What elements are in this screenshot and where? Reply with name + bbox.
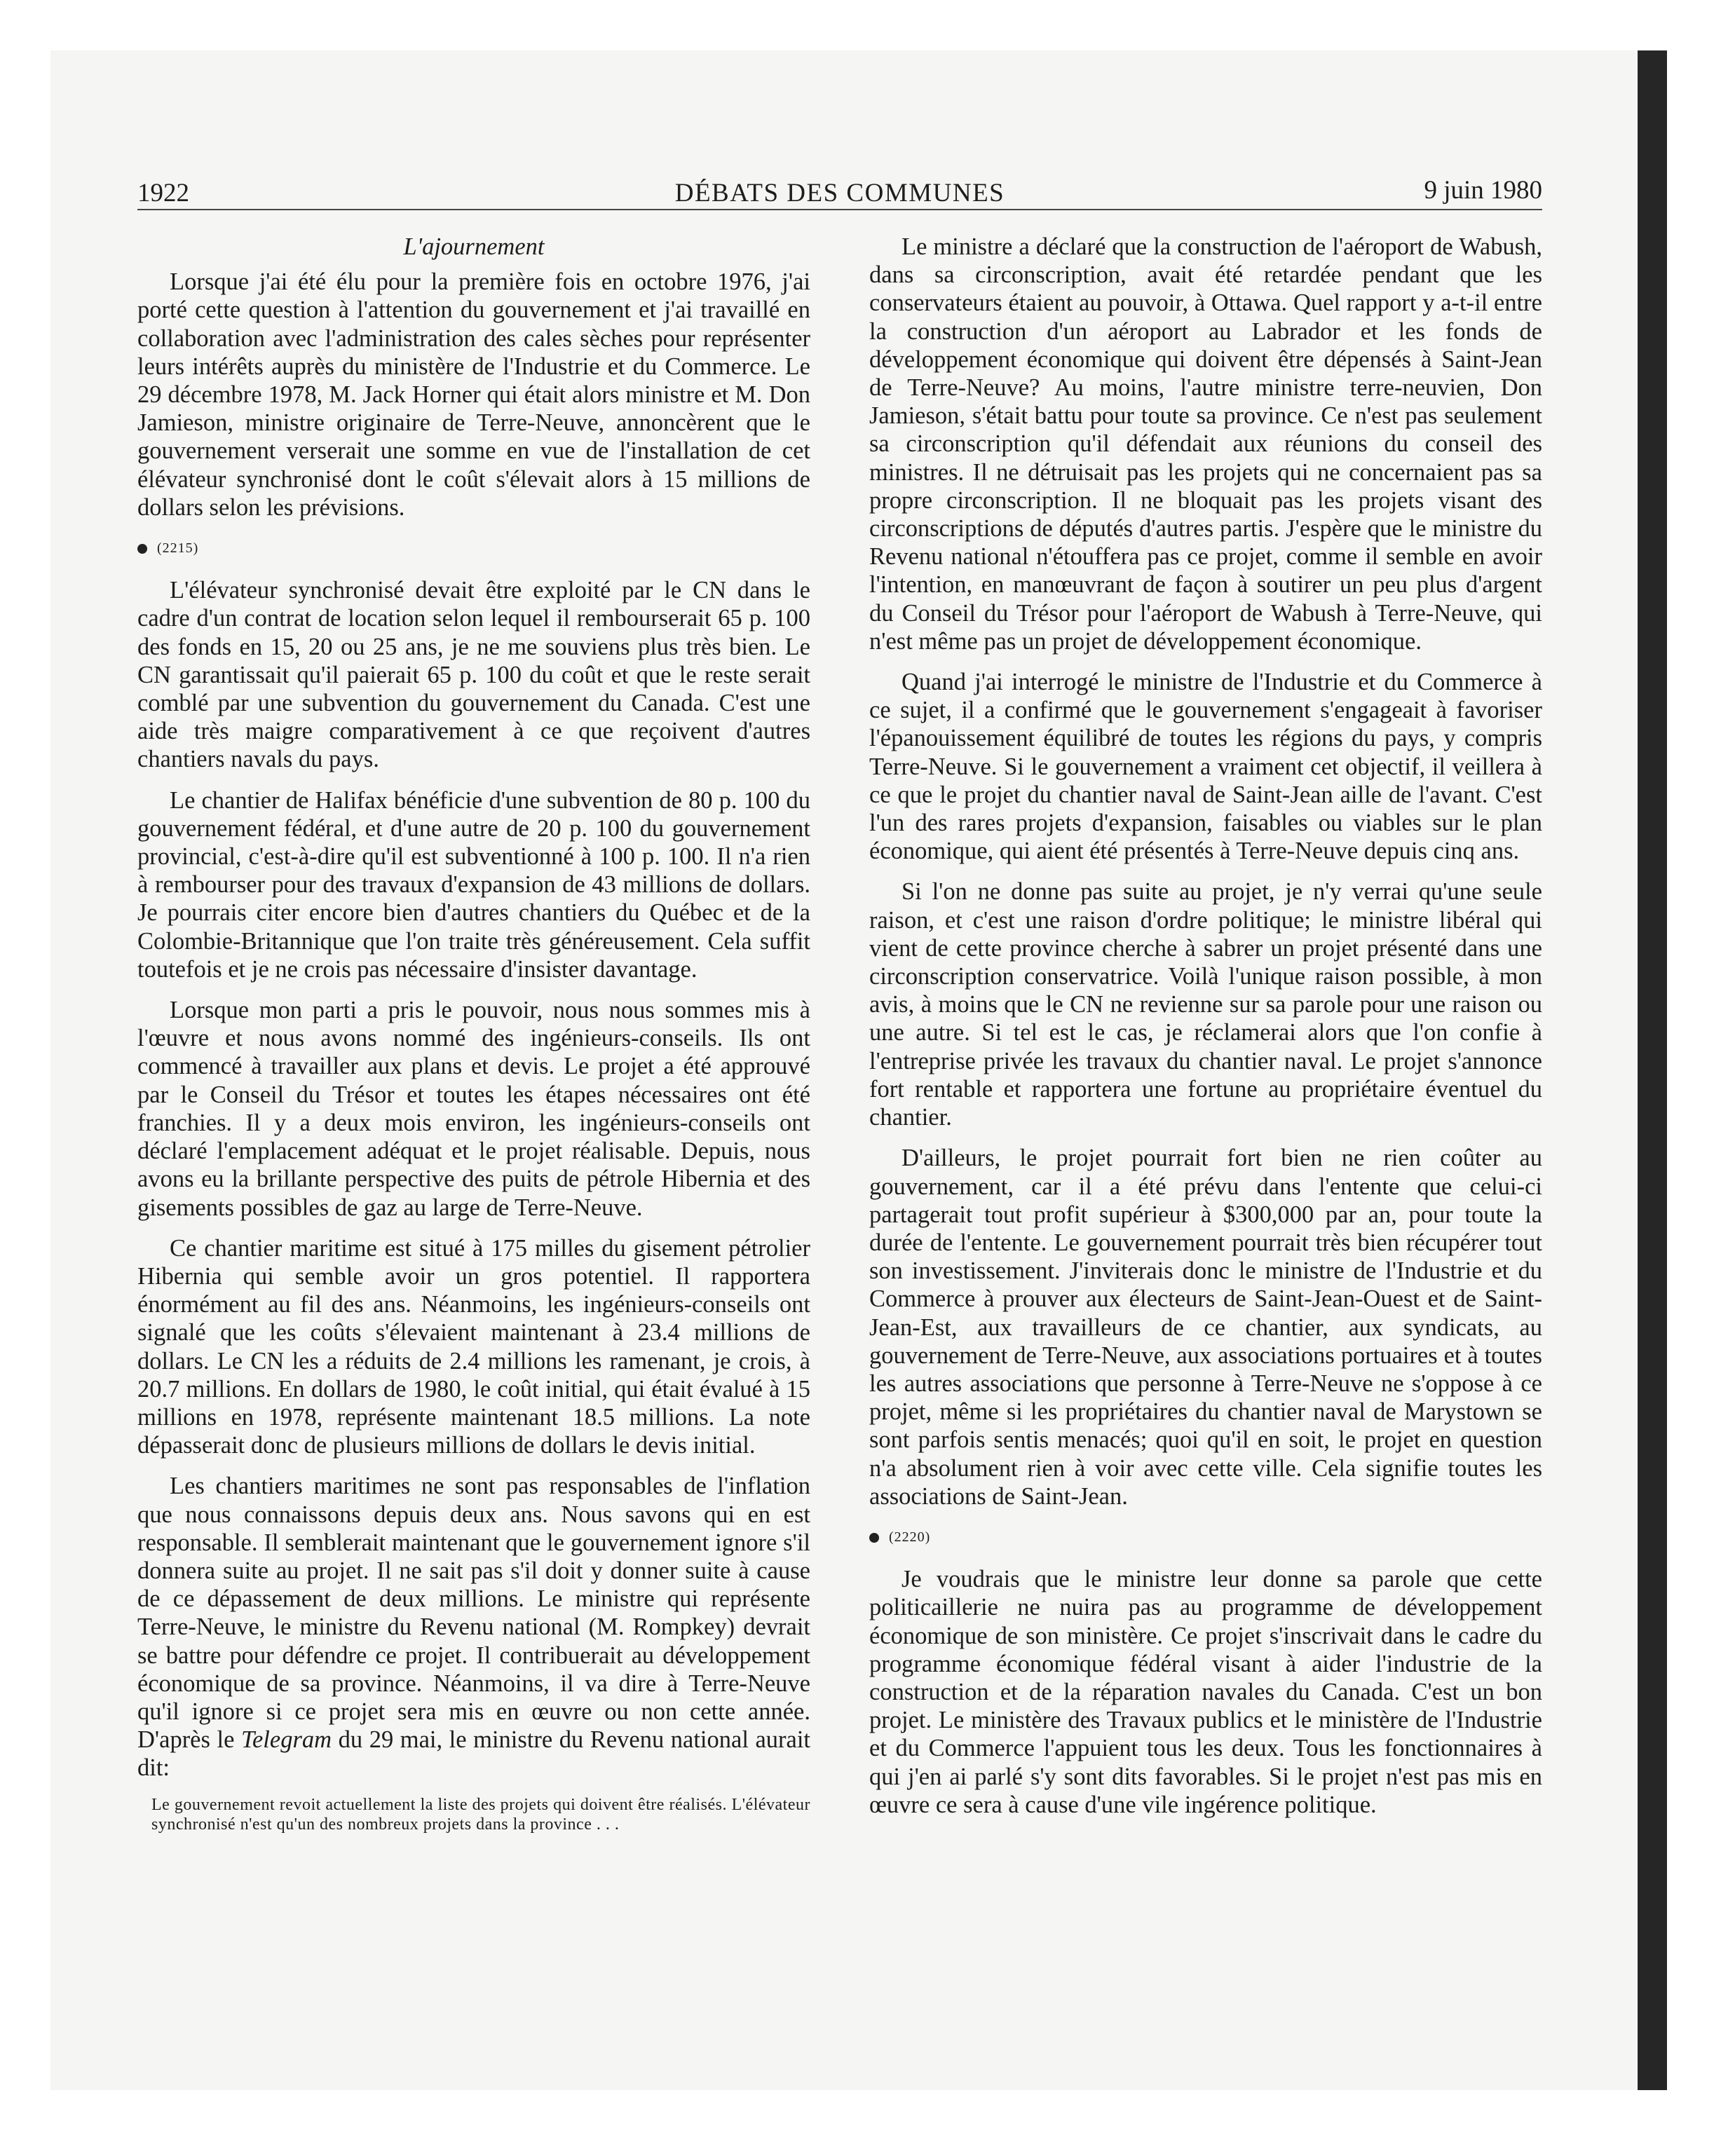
paragraph [137, 1472, 810, 1782]
paragraph-text: du 29 mai, le ministre du Revenu national aurait dit: [137, 1726, 811, 1782]
section-title: L'ajournement [403, 233, 545, 260]
page-header [137, 172, 1542, 210]
scan-edge-shadow [1638, 50, 1667, 2090]
paragraph: Je voudrais que le ministre leur donne sa parole que cette politicaillerie ne nuira pas au programme de développement économique de son ministère. Ce projet s'inscrivait dans le cadre du programme économique fédéral visant à aider l'industrie de la construction et de la réparation navales du Canada. C'est un bon projet. Le ministère des Travaux publics et le ministère de l'Industrie et du Commerce l'appuient tous les deux. Tous les fonctionnaires à qui j'en ai parlé s'y sont dits favorables. Si le projet n'est pas mis en œuvre ce sera à cause d'une vile ingérence politique. [869, 1566, 1542, 1818]
left-column [137, 233, 810, 1835]
paragraph: D'ailleurs, le projet pourrait fort bien ne rien coûter au gouvernement, car il a été prévu dans l'entente que celui-ci partagerait tout profit supérieur à $300,000 par an, pour toute la durée de l'entente. Le gouvernement pourrait très bien récupérer tout son investissement. J'inviterais donc le ministre de l'Industrie et du Commerce à prouver aux électeurs de Saint-Jean-Ouest et de Saint-Jean-Est, aux travailleurs de ce chantier, aux syndicats, au gouvernement de Terre-Neuve, aux associations portuaires et à toutes les autres associations que personne à Terre-Neuve ne s'oppose à ce projet, même si les propriétaires du chantier naval de Marystown se sont parfois sentis menacés; quoi qu'il en soit, le projet en question n'a absolument rien à voir avec cette ville. Cela signifie toutes les associations de Saint-Jean. [869, 1145, 1542, 1510]
bullet-icon [137, 544, 147, 554]
time-marker-label: (2215) [157, 540, 199, 557]
running-head: DÉBATS DES COMMUNES [674, 179, 1005, 207]
time-marker [137, 534, 810, 562]
paragraph: Lorsque j'ai été élu pour la première fois en octobre 1976, j'ai porté cette question à l'attention du gouvernement et j'ai travaillé en collaboration avec l'administration des cales sèches pour représenter leurs intérêts auprès du ministère de l'Industrie et du Commerce. Le 29 décembre 1978, M. Jack Horner qui était alors ministre et M. Don Jamieson, ministre originaire de Terre-Neuve, annoncèrent que le gouvernement verserait une somme en vue de l'installation de cet élévateur synchronisé dont le coût s'élevait alors à 15 millions de dollars selon les prévisions. [137, 268, 810, 521]
block-quote: Le gouvernement revoit actuellement la liste des projets qui doivent être réalisés. L'élévateur synchronisé n'est qu'un des nombreux projets dans la province . . . [151, 1795, 810, 1834]
time-marker [869, 1523, 1542, 1551]
page-number: 1922 [137, 179, 189, 207]
time-marker-label: (2220) [889, 1529, 931, 1545]
paragraph: Lorsque mon parti a pris le pouvoir, nous nous sommes mis à l'œuvre et nous avons nommé des ingénieurs-conseils. Ils ont commencé à travailler aux plans et devis. Le projet a été approuvé par le Conseil du Trésor et toutes les étapes nécessaires ont été franchies. Il y a deux mois environ, les ingénieurs-conseils ont déclaré l'emplacement adéquat et le projet réalisable. Depuis, nous avons eu la brillante perspective des puits de pétrole Hibernia et des gisements possibles de gaz au large de Terre-Neuve. [137, 997, 810, 1221]
right-column [869, 233, 1542, 1831]
bullet-icon [869, 1533, 879, 1543]
paragraph: Le ministre a déclaré que la construction de l'aéroport de Wabush, dans sa circonscription, avait été retardée pendant que les conservateurs étaient au pouvoir, à Ottawa. Quel rapport y a-t-il entre la construction d'un aéroport au Labrador et les fonds de développement économique qui doivent être dépensés à Saint-Jean de Terre-Neuve? Au moins, l'autre ministre terre-neuvien, Don Jamieson, s'était battu pour toute sa province. Ce n'est pas seulement sa circonscription qu'il défendait aux réunions du conseil des ministres. Il ne détruisait pas les projets qui ne concernaient pas sa propre circonscription. Il ne bloquait pas les projets visant des circonscriptions de députés d'autres partis. J'espère que le ministre du Revenu national n'étouffera pas ce projet, comme il semble en avoir l'intention, en manœuvrant de façon à soutirer un peu plus d'argent du Conseil du Trésor pour l'aéroport de Wabush à Terre-Neuve, qui n'est même pas un projet de développement économique. [869, 233, 1542, 655]
paragraph: L'élévateur synchronisé devait être exploité par le CN dans le cadre d'un contrat de location selon lequel il rembourserait 65 p. 100 des fonds en 15, 20 ou 25 ans, je ne me souviens plus très bien. Le CN garantissait qu'il paierait 65 p. 100 du coût et que le reste serait comblé par une subvention du gouvernement du Canada. C'est une aide très maigre comparativement à ce que reçoivent d'autres chantiers navals du pays. [137, 577, 810, 773]
paragraph: Quand j'ai interrogé le ministre de l'Industrie et du Commerce à ce sujet, il a confirmé que le gouvernement s'engageait à favoriser l'épanouissement équilibré de toutes les régions du pays, y compris Terre-Neuve. Si le gouvernement a vraiment cet objectif, il veillera à ce que le projet du chantier naval de Saint-Jean aille de l'avant. C'est l'un des rares projets d'expansion, faisables ou viables sur le plan économique, qui aient été présentés à Terre-Neuve depuis cinq ans. [869, 669, 1542, 865]
paragraph-text: Les chantiers maritimes ne sont pas responsables de l'inflation que nous connaissons depuis deux ans. Nous savons qui en est responsable. Il semblerait maintenant que le gouvernement ignore s'il donnera suite au projet. Il ne sait pas s'il doit y donner suite à cause de ce dépassement de deux millions. Le ministre qui représente Terre-Neuve, le ministre du Revenu national (M. Rompkey) devrait se battre pour défendre ce projet. Il contribuerait au développement économique de sa province. Néanmoins, il va dire à Terre-Neuve qu'il ignore si ce projet sera mis en œuvre ou non cette année. D'après le [137, 1473, 810, 1754]
paragraph: Le chantier de Halifax bénéficie d'une subvention de 80 p. 100 du gouvernement fédéral, et d'une autre de 20 p. 100 du gouvernement provincial, c'est-à-dire qu'il est subventionné à 100 p. 100. Il n'a rien à rembourser pour des travaux d'expansion de 43 millions de dollars. Je pourrais citer encore bien d'autres chantiers du Québec et de la Colombie-Britannique que l'on traite très généreusement. Cela suffit toutefois et je ne crois pas nécessaire d'insister davantage. [137, 786, 810, 983]
newspaper-title: Telegram [240, 1726, 332, 1754]
paragraph: Ce chantier maritime est situé à 175 milles du gisement pétrolier Hibernia qui semble avoir un gros potentiel. Il rapportera énormément au fil des ans. Néanmoins, les ingénieurs-conseils ont signalé que les coûts s'élevaient maintenant à 23.4 millions de dollars. Le CN les a réduits de 2.4 millions les ramenant, je crois, à 20.7 millions. En dollars de 1980, le coût initial, qui était évalué à 15 millions en 1978, représente maintenant 18.5 millions. La note dépasserait donc de plusieurs millions de dollars le devis initial. [137, 1234, 810, 1459]
paragraph: Si l'on ne donne pas suite au projet, je n'y verrai qu'une seule raison, et c'est une raison d'ordre politique; le ministre libéral qui vient de cette province cherche à sabrer un projet présenté dans une circonscription conservatrice. Voilà l'unique raison possible, à mon avis, à moins que le CN ne revienne sur sa parole pour une raison ou une autre. Si tel est le cas, je réclamerai alors que l'on confie à l'entreprise privée les travaux du chantier naval. Le projet s'annonce fort rentable et rapportera une fortune au propriétaire éventuel du chantier. [869, 878, 1542, 1131]
header-date: 9 juin 1980 [1424, 176, 1542, 205]
